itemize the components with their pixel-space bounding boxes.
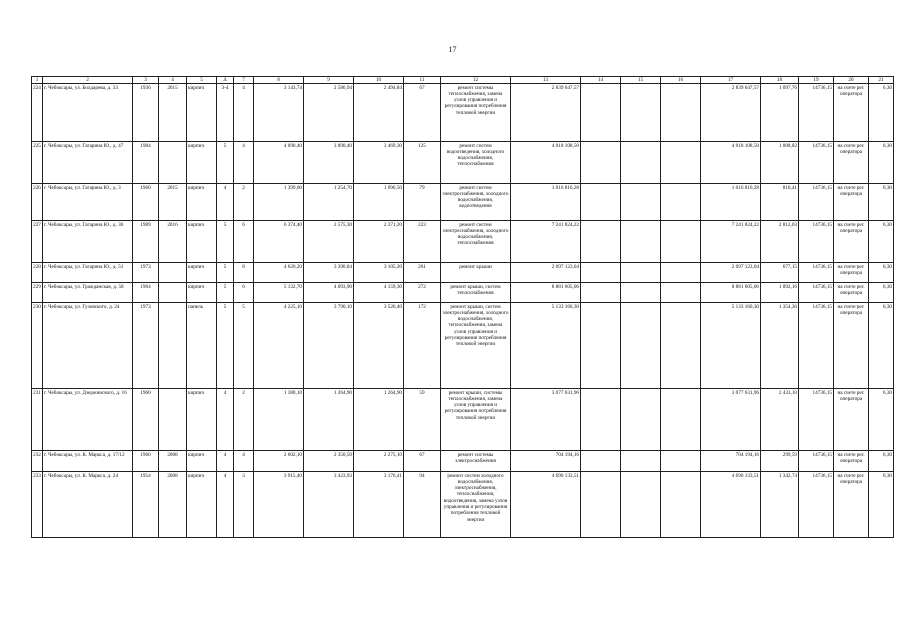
- table-row: [32, 283, 894, 303]
- living-area-cell: 2 350,50: [304, 451, 354, 472]
- repair-year-cell: [159, 142, 187, 184]
- deadline-cell: 6,30: [869, 451, 894, 472]
- column-header: 19: [799, 77, 834, 84]
- table-row: [32, 142, 894, 184]
- repair-year-cell: [159, 283, 187, 303]
- local-funds-cell: [661, 472, 701, 538]
- residents-cell: 172: [404, 303, 441, 389]
- residential-area-cell: 2 275,10: [354, 451, 404, 472]
- row-number-cell: 225: [32, 142, 43, 184]
- regional-funds-cell: [621, 142, 661, 184]
- living-area-cell: 3 890,40: [304, 142, 354, 184]
- unit-cost-cell: 1 097,76: [761, 84, 799, 142]
- fund-method-cell: на счете рег. оператора: [834, 142, 869, 184]
- table-body: [32, 84, 894, 538]
- column-header: 5: [187, 77, 217, 84]
- entrances-cell: 5: [234, 303, 254, 389]
- column-header: 10: [354, 77, 404, 84]
- deadline-cell: 6,30: [869, 283, 894, 303]
- federal-funds-cell: [581, 184, 621, 221]
- row-number-cell: 226: [32, 184, 43, 221]
- repair-year-cell: [159, 389, 187, 451]
- unit-cost-cell: 299,59: [761, 451, 799, 472]
- regional-funds-cell: [621, 283, 661, 303]
- build-year-cell: 1960: [133, 184, 159, 221]
- residential-area-cell: 4 159,30: [354, 283, 404, 303]
- table-row: [32, 184, 894, 221]
- fund-method-cell: на счете рег. оператора: [834, 263, 869, 283]
- unit-cost-cell: 677,15: [761, 263, 799, 283]
- address-cell: г. Чебоксары, ул. Гагарина Ю., д. 36: [43, 221, 133, 263]
- deadline-cell: 6,30: [869, 389, 894, 451]
- work-type-cell: ремонт систем водоотведения, холодного водоснабжения, теплоснабжения: [441, 142, 511, 184]
- total-area-cell: 1 399,00: [254, 184, 304, 221]
- federal-funds-cell: [581, 283, 621, 303]
- residential-area-cell: 3 105,20: [354, 263, 404, 283]
- wall-material-cell: кирпич: [187, 451, 217, 472]
- federal-funds-cell: [581, 263, 621, 283]
- living-area-cell: 4 093,90: [304, 283, 354, 303]
- table-row: [32, 303, 894, 389]
- max-unit-cost-cell: 14736,15: [799, 221, 834, 263]
- build-year-cell: 1954: [133, 472, 159, 538]
- unit-cost-cell: 2 812,03: [761, 221, 799, 263]
- row-number-cell: 227: [32, 221, 43, 263]
- total-cost-cell: 704 194,16: [511, 451, 581, 472]
- column-header: 16: [661, 77, 701, 84]
- floors-cell: 4: [217, 389, 234, 451]
- work-type-cell: ремонт крыши, систем электроснабжения, холодного водоснабжения, теплоснабжения, замена узлов управления и регулирования потребления тепловой энергии: [441, 303, 511, 389]
- residents-cell: 67: [404, 451, 441, 472]
- max-unit-cost-cell: 14736,15: [799, 389, 834, 451]
- total-cost-cell: 5 133 160,30: [511, 303, 581, 389]
- column-header: 14: [581, 77, 621, 84]
- wall-material-cell: кирпич: [187, 84, 217, 142]
- build-year-cell: 1936: [133, 84, 159, 142]
- total-cost-cell: 3 077 631,96: [511, 389, 581, 451]
- total-cost-cell: 1 016 816,28: [511, 184, 581, 221]
- regional-funds-cell: [621, 472, 661, 538]
- total-area-cell: 3 915,40: [254, 472, 304, 538]
- max-unit-cost-cell: 14736,15: [799, 184, 834, 221]
- residential-area-cell: 2 494,84: [354, 84, 404, 142]
- unit-cost-cell: 1 892,16: [761, 283, 799, 303]
- entrances-cell: 8: [234, 263, 254, 283]
- wall-material-cell: кирпич: [187, 389, 217, 451]
- work-type-cell: ремонт крыши: [441, 263, 511, 283]
- address-cell: г. Чебоксары, ул. К. Маркса, д. 24: [43, 472, 133, 538]
- deadline-cell: 6,30: [869, 84, 894, 142]
- row-number-cell: 233: [32, 472, 43, 538]
- build-year-cell: 1960: [133, 389, 159, 451]
- unit-cost-cell: 1 354,36: [761, 303, 799, 389]
- residential-area-cell: 2 371,20: [354, 221, 404, 263]
- fund-method-cell: на счете рег. оператора: [834, 283, 869, 303]
- column-header: 15: [621, 77, 661, 84]
- wall-material-cell: кирпич: [187, 184, 217, 221]
- unit-cost-cell: 2 433,10: [761, 389, 799, 451]
- local-funds-cell: [661, 283, 701, 303]
- entrances-cell: 3: [234, 472, 254, 538]
- max-unit-cost-cell: 14736,15: [799, 283, 834, 303]
- address-cell: г. Чебоксары, ул. Гагарина Ю., д. 47: [43, 142, 133, 184]
- work-type-cell: ремонт системы электроснабжения: [441, 451, 511, 472]
- deadline-cell: 6,30: [869, 184, 894, 221]
- table-row: [32, 84, 894, 142]
- page-number: 17: [448, 45, 457, 54]
- living-area-cell: 1 254,70: [304, 184, 354, 221]
- address-cell: г. Чебоксары, ул. Болдарева, д. 33: [43, 84, 133, 142]
- work-type-cell: ремонт систем электроснабжения, холодного водоснабжения, теплоснабжения: [441, 221, 511, 263]
- owners-funds-cell: 5 133 160,30: [701, 303, 761, 389]
- repair-year-cell: 2015: [159, 184, 187, 221]
- residents-cell: 201: [404, 263, 441, 283]
- deadline-cell: 6,30: [869, 303, 894, 389]
- unit-cost-cell: 1 342,74: [761, 472, 799, 538]
- deadline-cell: 6,30: [869, 221, 894, 263]
- repair-year-cell: 2016: [159, 221, 187, 263]
- living-area-cell: 3 423,93: [304, 472, 354, 538]
- table-row: [32, 472, 894, 538]
- residential-area-cell: 3 176,41: [354, 472, 404, 538]
- entrances-cell: 6: [234, 221, 254, 263]
- residential-area-cell: 3 469,30: [354, 142, 404, 184]
- local-funds-cell: [661, 303, 701, 389]
- row-number-cell: 229: [32, 283, 43, 303]
- regional-funds-cell: [621, 263, 661, 283]
- entrances-cell: 4: [234, 84, 254, 142]
- repair-year-cell: 2008: [159, 451, 187, 472]
- build-year-cell: 1973: [133, 303, 159, 389]
- floors-cell: 5: [217, 303, 234, 389]
- entrances-cell: 4: [234, 142, 254, 184]
- local-funds-cell: [661, 263, 701, 283]
- living-area-cell: 3 390,84: [304, 263, 354, 283]
- owners-funds-cell: 4 690 133,51: [701, 472, 761, 538]
- max-unit-cost-cell: 14736,15: [799, 142, 834, 184]
- federal-funds-cell: [581, 303, 621, 389]
- table-row: [32, 389, 894, 451]
- address-cell: г. Чебоксары, ул. Дзержинского, д. 16: [43, 389, 133, 451]
- local-funds-cell: [661, 142, 701, 184]
- total-area-cell: 4 090,40: [254, 142, 304, 184]
- floors-cell: 3-4: [217, 84, 234, 142]
- total-area-cell: 5 132,70: [254, 283, 304, 303]
- total-area-cell: 3 143,74: [254, 84, 304, 142]
- living-area-cell: 1 264,90: [304, 389, 354, 451]
- work-type-cell: ремонт систем электроснабжения, холодного водоснабжения, водоотведения: [441, 184, 511, 221]
- build-year-cell: 1989: [133, 221, 159, 263]
- column-header: 12: [441, 77, 511, 84]
- work-type-cell: ремонт систем холодного водоснабжения, электроснабжения, теплоснабжения, водоотведения, замена узлов управления и регулирования потребления тепловой энергии: [441, 472, 511, 538]
- deadline-cell: 6,30: [869, 142, 894, 184]
- deadline-cell: 6,30: [869, 472, 894, 538]
- living-area-cell: 2 575,30: [304, 221, 354, 263]
- federal-funds-cell: [581, 472, 621, 538]
- work-type-cell: ремонт крыши, систем теплоснабжения: [441, 283, 511, 303]
- regional-funds-cell: [621, 221, 661, 263]
- max-unit-cost-cell: 14736,15: [799, 303, 834, 389]
- column-header: 1: [32, 77, 43, 84]
- unit-cost-cell: 1 008,82: [761, 142, 799, 184]
- build-year-cell: 1973: [133, 263, 159, 283]
- work-type-cell: ремонт крыши, системы теплоснабжения, замена узлов управления и регулирования потребления тепловой энергии: [441, 389, 511, 451]
- max-unit-cost-cell: 14736,15: [799, 451, 834, 472]
- owners-funds-cell: 2 839 647,57: [701, 84, 761, 142]
- register-table: [31, 76, 894, 538]
- floors-cell: 5: [217, 263, 234, 283]
- table-row: [32, 221, 894, 263]
- floors-cell: 5: [217, 142, 234, 184]
- residents-cell: 94: [404, 472, 441, 538]
- column-header: 7: [234, 77, 254, 84]
- fund-method-cell: на счете рег. оператора: [834, 389, 869, 451]
- residents-cell: 125: [404, 142, 441, 184]
- row-number-cell: 232: [32, 451, 43, 472]
- row-number-cell: 231: [32, 389, 43, 451]
- local-funds-cell: [661, 184, 701, 221]
- address-cell: г. Чебоксары, ул. Гагарина Ю., д. 51: [43, 263, 133, 283]
- column-header: 21: [869, 77, 894, 84]
- total-area-cell: 2 602,10: [254, 451, 304, 472]
- floors-cell: 5: [217, 283, 234, 303]
- column-header: 18: [761, 77, 799, 84]
- row-number-cell: 228: [32, 263, 43, 283]
- owners-funds-cell: 7 241 824,22: [701, 221, 761, 263]
- fund-method-cell: на счете рег. оператора: [834, 303, 869, 389]
- entrances-cell: 2: [234, 389, 254, 451]
- max-unit-cost-cell: 14736,15: [799, 472, 834, 538]
- fund-method-cell: на счете рег. оператора: [834, 84, 869, 142]
- column-header: 9: [304, 77, 354, 84]
- regional-funds-cell: [621, 303, 661, 389]
- build-year-cell: 1984: [133, 142, 159, 184]
- owners-funds-cell: 4 018 108,50: [701, 142, 761, 184]
- max-unit-cost-cell: 14736,15: [799, 84, 834, 142]
- deadline-cell: 6,30: [869, 263, 894, 283]
- federal-funds-cell: [581, 221, 621, 263]
- total-cost-cell: 2 097 123,04: [511, 263, 581, 283]
- column-header: 4: [159, 77, 187, 84]
- wall-material-cell: кирпич: [187, 472, 217, 538]
- repair-year-cell: [159, 303, 187, 389]
- total-area-cell: 4 225,10: [254, 303, 304, 389]
- total-cost-cell: 4 018 108,50: [511, 142, 581, 184]
- total-cost-cell: 7 241 824,22: [511, 221, 581, 263]
- local-funds-cell: [661, 84, 701, 142]
- local-funds-cell: [661, 389, 701, 451]
- residential-area-cell: 1 096,50: [354, 184, 404, 221]
- regional-funds-cell: [621, 184, 661, 221]
- floors-cell: 5: [217, 221, 234, 263]
- build-year-cell: 1964: [133, 283, 159, 303]
- federal-funds-cell: [581, 84, 621, 142]
- total-area-cell: 6 374,40: [254, 221, 304, 263]
- living-area-cell: 2 586,94: [304, 84, 354, 142]
- build-year-cell: 1960: [133, 451, 159, 472]
- address-cell: г. Чебоксары, ул. Гузовского, д. 24: [43, 303, 133, 389]
- wall-material-cell: кирпич: [187, 142, 217, 184]
- address-cell: г. Чебоксары, ул. Гагарина Ю., д. 3: [43, 184, 133, 221]
- owners-funds-cell: 2 097 123,04: [701, 263, 761, 283]
- wall-material-cell: кирпич: [187, 283, 217, 303]
- fund-method-cell: на счете рег. оператора: [834, 472, 869, 538]
- total-cost-cell: 4 690 133,51: [511, 472, 581, 538]
- federal-funds-cell: [581, 142, 621, 184]
- unit-cost-cell: 810,41: [761, 184, 799, 221]
- fund-method-cell: на счете рег. оператора: [834, 184, 869, 221]
- federal-funds-cell: [581, 451, 621, 472]
- column-header: 8: [254, 77, 304, 84]
- repair-year-cell: 2008: [159, 472, 187, 538]
- residents-cell: 272: [404, 283, 441, 303]
- address-cell: г. Чебоксары, ул. К. Маркса, д. 17/12: [43, 451, 133, 472]
- total-area-cell: 1 380,10: [254, 389, 304, 451]
- wall-material-cell: кирпич: [187, 263, 217, 283]
- total-area-cell: 4 620,20: [254, 263, 304, 283]
- header-row: [32, 77, 894, 84]
- owners-funds-cell: 704 194,16: [701, 451, 761, 472]
- column-header: 11: [404, 77, 441, 84]
- federal-funds-cell: [581, 389, 621, 451]
- fund-method-cell: на счете рег. оператора: [834, 451, 869, 472]
- wall-material-cell: панель: [187, 303, 217, 389]
- column-header: 17: [701, 77, 761, 84]
- regional-funds-cell: [621, 451, 661, 472]
- owners-funds-cell: 3 077 631,96: [701, 389, 761, 451]
- entrances-cell: 6: [234, 283, 254, 303]
- row-number-cell: 224: [32, 84, 43, 142]
- column-header: 3: [133, 77, 159, 84]
- repair-year-cell: 2015: [159, 84, 187, 142]
- owners-funds-cell: 8 881 605,06: [701, 283, 761, 303]
- floors-cell: 4: [217, 184, 234, 221]
- residents-cell: 79: [404, 184, 441, 221]
- entrances-cell: 2: [234, 184, 254, 221]
- total-cost-cell: 2 839 647,57: [511, 84, 581, 142]
- wall-material-cell: кирпич: [187, 221, 217, 263]
- entrances-cell: 4: [234, 451, 254, 472]
- owners-funds-cell: 1 016 816,28: [701, 184, 761, 221]
- residents-cell: 223: [404, 221, 441, 263]
- residents-cell: 67: [404, 84, 441, 142]
- repair-year-cell: [159, 263, 187, 283]
- work-type-cell: ремонт системы теплоснабжения, замена узлов управления и регулирования потребления тепловой энергии: [441, 84, 511, 142]
- table-row: [32, 263, 894, 283]
- living-area-cell: 3 790,10: [304, 303, 354, 389]
- floors-cell: 4: [217, 451, 234, 472]
- column-header: 13: [511, 77, 581, 84]
- column-header: 20: [834, 77, 869, 84]
- local-funds-cell: [661, 451, 701, 472]
- fund-method-cell: на счете рег. оператора: [834, 221, 869, 263]
- residential-area-cell: 1 264,90: [354, 389, 404, 451]
- row-number-cell: 230: [32, 303, 43, 389]
- column-header: 2: [43, 77, 133, 84]
- local-funds-cell: [661, 221, 701, 263]
- column-header: Δ: [217, 77, 234, 84]
- max-unit-cost-cell: 14736,15: [799, 263, 834, 283]
- residents-cell: 59: [404, 389, 441, 451]
- table-row: [32, 451, 894, 472]
- residential-area-cell: 3 526,40: [354, 303, 404, 389]
- floors-cell: 4: [217, 472, 234, 538]
- regional-funds-cell: [621, 84, 661, 142]
- regional-funds-cell: [621, 389, 661, 451]
- address-cell: г. Чебоксары, ул. Гражданская, д. 58: [43, 283, 133, 303]
- total-cost-cell: 8 881 605,06: [511, 283, 581, 303]
